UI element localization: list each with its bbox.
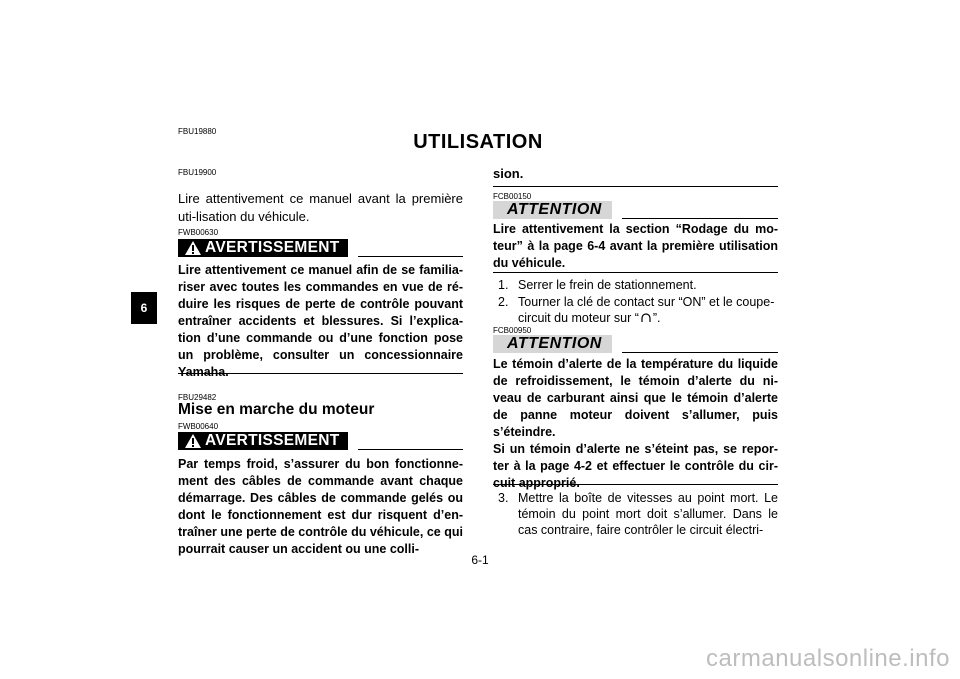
warning1-header-line	[358, 239, 463, 257]
attention2-code: FCB00950	[493, 326, 532, 335]
warning2-label: AVERTISSEMENT	[205, 432, 340, 449]
warning-triangle-icon	[184, 433, 202, 449]
warning2-header-line	[358, 432, 463, 450]
page-number: 6-1	[471, 553, 489, 567]
step-text: Mettre la boîte de vitesses au point mort. Le témoin du point mort doit s’allumer. Dans le cas contraire, faire contrôler le circuit électri-	[518, 491, 778, 537]
attention2-header	[493, 335, 778, 353]
warning2-code: FWB00640	[178, 422, 219, 431]
chapter-tab-number: 6	[140, 301, 148, 315]
attention2-paragraph-1: Le témoin d’alerte de la température du liquide de refroidissement, le témoin d’alerte du ni-veau de carburant ainsi que le témoin d’alerte de panne moteur doivent s’allumer, puis s’éteindre.	[493, 357, 778, 439]
warning1-bottom-rule	[178, 373, 463, 374]
step-number: 3.	[498, 491, 509, 505]
title-code: FBU19880	[178, 127, 217, 136]
attention2-header-line	[622, 335, 778, 353]
warning1-label-box	[178, 239, 348, 257]
steps-list-b	[498, 490, 778, 538]
attention1-label: ATTENTION	[493, 201, 612, 219]
step-text-end: ”.	[652, 311, 661, 325]
continuation-rule	[493, 186, 778, 187]
attention2-paragraph-2: Si un témoin d’alerte ne s’éteint pas, se repor-ter à la page 4-2 et effectuer le contrôle du cir-cuit approprié.	[493, 442, 778, 490]
list-item	[498, 277, 778, 293]
attention1-text: Lire attentivement la section “Rodage du mo-teur” à la page 6-4 avant la première utilisation du véhicule.	[493, 222, 778, 270]
attention2-label: ATTENTION	[493, 335, 612, 353]
attention1-bottom-rule	[493, 272, 778, 273]
attention2-text	[493, 356, 778, 492]
warning2-text: Par temps froid, s’assurer du bon fonctionne-ment des câbles de commande avant chaque démarrage. Des câbles de commande gelés ou dont le fonctionnement est dur risquent d’en-traîner une perte de contrôle du véhicule, ce qui pourrait causer un accident ou une colli-	[178, 457, 463, 556]
intro-text: Lire attentivement ce manuel avant la première uti-lisation du véhicule.	[178, 191, 463, 224]
attention1-header-line	[622, 201, 778, 219]
section-code: FBU29482	[178, 393, 217, 402]
warning-triangle-icon	[184, 240, 202, 256]
warning2-header	[178, 432, 463, 450]
warning1-header	[178, 239, 463, 257]
continuation-text: sion.	[493, 166, 524, 181]
intro-code: FBU19900	[178, 168, 217, 177]
step-text: Serrer le frein de stationnement.	[518, 278, 697, 292]
attention2-bottom-rule	[493, 484, 778, 485]
step-number: 1.	[498, 278, 509, 292]
steps-list-a	[498, 277, 778, 326]
attention1-code: FCB00150	[493, 192, 532, 201]
section-title: Mise en marche du moteur	[178, 401, 375, 418]
warning2-label-box	[178, 432, 348, 450]
attention1-header	[493, 201, 778, 219]
step-number: 2.	[498, 295, 509, 309]
footer-watermark: carmanualsonline.info	[706, 645, 950, 672]
engine-run-switch-icon	[640, 312, 652, 323]
list-item	[498, 294, 778, 326]
chapter-tab	[131, 292, 157, 324]
list-item	[498, 490, 778, 538]
step-text: Tourner la clé de contact sur “ON” et le coupe-circuit du moteur sur “	[518, 295, 775, 325]
warning1-code: FWB00630	[178, 228, 219, 237]
page-title: UTILISATION	[413, 131, 543, 153]
warning1-label: AVERTISSEMENT	[205, 239, 340, 256]
warning1-text: Lire attentivement ce manuel afin de se familia-riser avec toutes les commandes en vue de ré-duire les risques de perte de contrôle pouvant entraîner accidents et blessures. Si l’explica-tion d’une commande ou d’une fonction pose un problème, consulter un concessionnaire Yamaha.	[178, 263, 463, 379]
